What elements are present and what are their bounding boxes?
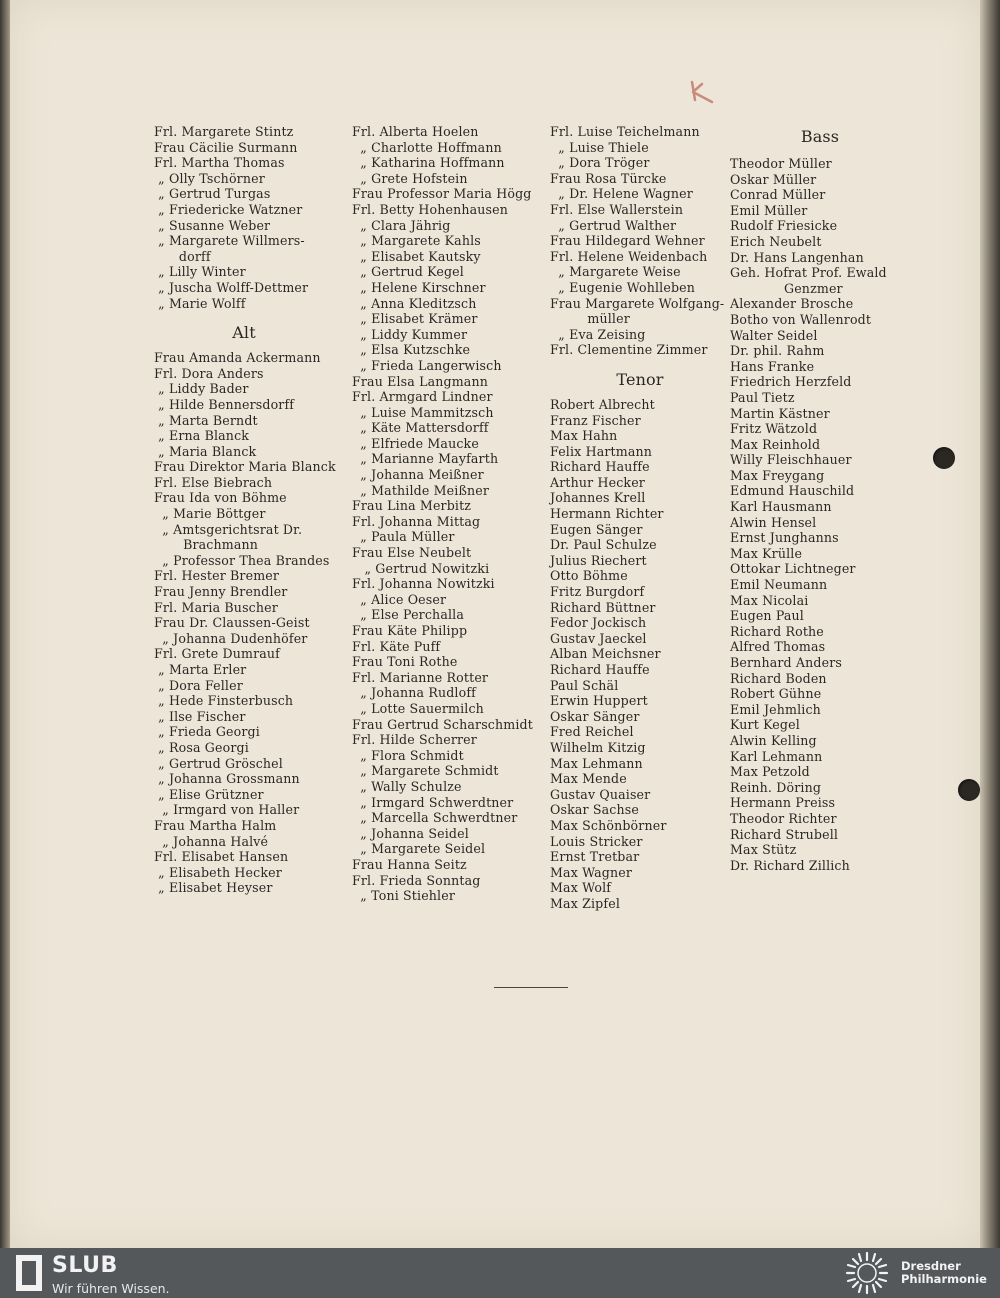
singer-name-entry: „ Elisabet Kautsky xyxy=(352,248,481,264)
singer-name-entry: Frau Hildegard Wehner xyxy=(550,233,705,249)
singer-name-entry: Frau Else Neubelt xyxy=(352,545,472,561)
singer-name-entry: „ Amtsgerichtsrat Dr. xyxy=(154,521,303,537)
singer-name-entry: Hermann Preiss xyxy=(730,795,836,811)
singer-name-entry: Kurt Kegel xyxy=(730,717,800,733)
singer-name-entry: „ Luise Mammitzsch xyxy=(352,404,494,420)
singer-name-entry: „ Wally Schulze xyxy=(352,778,462,794)
singer-name-entry: „ Elisabet Heyser xyxy=(154,880,273,896)
singer-name-entry: Emil Müller xyxy=(730,202,808,218)
singer-name-entry: „ Marie Böttger xyxy=(154,506,266,522)
singer-name-entry: Arthur Hecker xyxy=(550,474,645,490)
singer-name-entry: „ Liddy Bader xyxy=(154,381,249,397)
singer-name-entry: Fred Reichel xyxy=(550,724,634,740)
singer-name-entry: Frau Professor Maria Högg xyxy=(352,186,532,202)
singer-name-entry: Emil Neumann xyxy=(730,577,828,593)
singer-name-entry: Richard Boden xyxy=(730,670,827,686)
singer-name-entry: Ernst Tretbar xyxy=(550,849,640,865)
singer-name-entry: Friedrich Herzfeld xyxy=(730,374,852,390)
singer-name-entry: Theodor Richter xyxy=(730,810,837,826)
singer-name-entry: „ Dora Tröger xyxy=(550,155,650,171)
singer-name-entry: „ Ilse Fischer xyxy=(154,708,246,724)
singer-name-entry: „ Juscha Wolff-Dettmer xyxy=(154,279,309,295)
column-sopran-alt xyxy=(154,124,344,896)
singer-name-entry: Genzmer xyxy=(730,280,843,296)
singer-name-entry: Reinh. Döring xyxy=(730,779,822,795)
singer-name-entry: Julius Riechert xyxy=(550,552,647,568)
singer-name-entry: Frau Jenny Brendler xyxy=(154,584,288,600)
singer-name-entry: Frl. Margarete Stintz xyxy=(154,124,294,139)
singer-name-entry: Frau Elsa Langmann xyxy=(352,373,488,389)
singer-name-entry: Frl. Marianne Rotter xyxy=(352,669,489,685)
singer-name-entry: Richard Büttner xyxy=(550,599,656,615)
singer-name-entry: Frl. Käte Puff xyxy=(352,638,441,654)
singer-name-entry: Frl. Helene Weidenbach xyxy=(550,248,708,264)
singer-name-entry: „ Marianne Mayfarth xyxy=(352,451,499,467)
singer-name-entry: Alexander Brosche xyxy=(730,296,854,312)
singer-name-entry: Frl. Johanna Mittag xyxy=(352,513,481,529)
singer-name-entry: Erwin Huppert xyxy=(550,693,648,709)
singer-name-entry: „ Rosa Georgi xyxy=(154,739,249,755)
singer-name-entry: „ Käte Mattersdorff xyxy=(352,420,489,436)
singer-name-entry: „ Anna Kleditzsch xyxy=(352,295,477,311)
singer-name-entry: Fritz Wätzold xyxy=(730,421,818,437)
singer-name-entry: Max Mende xyxy=(550,771,627,787)
singer-name-entry: Wilhelm Kitzig xyxy=(550,739,646,755)
singer-name-entry: Max Petzold xyxy=(730,764,810,780)
singer-name-entry: Max Wagner xyxy=(550,864,633,880)
singer-name-entry: „ Lilly Winter xyxy=(154,264,246,280)
singer-name-entry: Johannes Krell xyxy=(550,490,646,506)
singer-name-entry: „ Elsa Kutzschke xyxy=(352,342,471,358)
singer-name-entry: Hermann Richter xyxy=(550,506,664,522)
singer-name-entry: „ Frieda Langerwisch xyxy=(352,357,502,373)
singer-name-entry: Max Lehmann xyxy=(550,755,643,771)
singer-name-entry: Emil Jehmlich xyxy=(730,701,821,717)
punch-hole xyxy=(958,779,980,801)
singer-name-entry: Frau Hanna Seitz xyxy=(352,856,467,872)
singer-name-entry: Frl. Hilde Scherrer xyxy=(352,732,477,748)
singer-name-entry: Frl. Grete Dumrauf xyxy=(154,646,280,662)
philharmonie-name xyxy=(901,1260,987,1286)
singer-name-entry: „ Irmgard Schwerdtner xyxy=(352,794,514,810)
singer-name-entry: „ Irmgard von Haller xyxy=(154,802,300,818)
singer-name-entry: „ Gertrud Kegel xyxy=(352,264,464,280)
singer-name-entry: Geh. Hofrat Prof. Ewald xyxy=(730,265,887,281)
singer-name-entry: Brachmann xyxy=(154,537,259,553)
singer-name-entry: „ Eugenie Wohlleben xyxy=(550,279,696,295)
singer-name-entry: „ Margarete Willmers- xyxy=(154,233,305,249)
singer-name-entry: Paul Tietz xyxy=(730,389,795,405)
singer-name-entry: Martin Kästner xyxy=(730,405,830,421)
singer-name-entry: Frau Margarete Wolfgang- xyxy=(550,295,725,311)
singer-name-entry: „ Mathilde Meißner xyxy=(352,482,490,498)
singer-name-entry: „ Gertrud Turgas xyxy=(154,186,271,202)
singer-name-entry: „ Marcella Schwerdtner xyxy=(352,810,518,826)
singer-name-entry: Dr. phil. Rahm xyxy=(730,343,825,359)
singer-name-entry: „ Johanna Halvé xyxy=(154,833,269,849)
singer-name-entry: Walter Seidel xyxy=(730,327,818,343)
singer-name-entry: Dr. Richard Zillich xyxy=(730,857,850,873)
slub-brand-name: SLUB xyxy=(52,1253,118,1278)
singer-name-entry: „ Gertrud Gröschel xyxy=(154,755,283,771)
section-divider xyxy=(494,987,568,988)
singer-name-entry: „ Johanna Dudenhöfer xyxy=(154,630,308,646)
singer-name-entry: Felix Hartmann xyxy=(550,443,653,459)
singer-name-entry: Max Zipfel xyxy=(550,895,620,911)
slub-logo-icon xyxy=(16,1255,42,1291)
singer-name-entry: Max Nicolai xyxy=(730,592,809,608)
singer-name-entry: „ Maria Blanck xyxy=(154,443,257,459)
singer-name-entry: „ Gertrud Nowitzki xyxy=(352,560,490,576)
singer-name-entry: Frau Lina Merbitz xyxy=(352,498,472,514)
singer-name-entry: Botho von Wallenrodt xyxy=(730,311,872,327)
singer-name-entry: Otto Böhme xyxy=(550,568,628,584)
singer-name-entry: Frau Gertrud Scharschmidt xyxy=(352,716,533,732)
singer-name-entry: „ Gertrud Walther xyxy=(550,217,677,233)
singer-name-entry: „ Alice Oeser xyxy=(352,591,447,607)
column-alt-tenor xyxy=(550,124,735,912)
singer-name-entry: Dr. Hans Langenhan xyxy=(730,249,864,265)
singer-name-entry: „ Margarete Kahls xyxy=(352,233,481,249)
voice-section-heading: Alt xyxy=(232,323,256,343)
singer-name-entry: Richard Rothe xyxy=(730,623,824,639)
singer-name-entry: „ Helene Kirschner xyxy=(352,279,486,295)
singer-name-entry: Frau Dr. Claussen-Geist xyxy=(154,615,310,631)
singer-name-entry: „ Johanna Grossmann xyxy=(154,771,300,787)
singer-name-entry: Eugen Sänger xyxy=(550,521,643,537)
singer-name-entry: Edmund Hauschild xyxy=(730,483,855,499)
singer-name-entry: Frl. Alberta Hoelen xyxy=(352,124,479,139)
singer-name-entry: Max Freygang xyxy=(730,467,825,483)
singer-name-entry: „ Toni Stiehler xyxy=(352,888,456,904)
singer-name-entry: Robert Gühne xyxy=(730,686,822,702)
singer-name-entry: Max Krülle xyxy=(730,545,803,561)
singer-name-entry: Frau Direktor Maria Blanck xyxy=(154,459,336,475)
singer-name-entry: „ Margarete Weise xyxy=(550,264,681,280)
singer-name-entry: Erich Neubelt xyxy=(730,233,822,249)
singer-name-entry: Karl Hausmann xyxy=(730,499,832,515)
singer-name-entry: Alfred Thomas xyxy=(730,639,826,655)
singer-name-entry: „ Elise Grützner xyxy=(154,786,264,802)
singer-name-entry: Frl. Clementine Zimmer xyxy=(550,342,708,358)
column-alt-continued xyxy=(352,124,547,904)
singer-name-entry: „ Johanna Seidel xyxy=(352,825,469,841)
column-bass xyxy=(730,124,910,873)
singer-name-entry: Frl. Hester Bremer xyxy=(154,568,280,584)
singer-name-entry: Paul Schäl xyxy=(550,677,619,693)
voice-section-heading: Tenor xyxy=(616,369,664,389)
singer-name-entry: Oskar Sänger xyxy=(550,708,640,724)
singer-name-entry: „ Liddy Kummer xyxy=(352,326,468,342)
singer-name-entry: Conrad Müller xyxy=(730,187,826,203)
singer-name-entry: Richard Hauffe xyxy=(550,662,650,677)
singer-name-entry: „ Marta Erler xyxy=(154,662,247,677)
singer-name-entry: Frl. Else Wallerstein xyxy=(550,201,684,217)
singer-name-entry: „ Hilde Bennersdorff xyxy=(154,396,295,412)
singer-name-entry: Frau Rosa Türcke xyxy=(550,170,667,186)
singer-name-entry: Frl. Betty Hohenhausen xyxy=(352,201,509,217)
singer-name-entry: Robert Albrecht xyxy=(550,396,655,412)
singer-name-entry: müller xyxy=(550,311,630,327)
singer-name-entry: Frl. Luise Teichelmann xyxy=(550,124,700,139)
singer-name-entry: „ Else Perchalla xyxy=(352,607,464,623)
singer-name-entry: „ Professor Thea Brandes xyxy=(154,552,330,568)
singer-name-entry: Oskar Sachse xyxy=(550,802,639,818)
singer-name-entry: Gustav Quaiser xyxy=(550,786,651,802)
philharmonie-name-line2: Philharmonie xyxy=(901,1272,987,1286)
singer-name-entry: „ Paula Müller xyxy=(352,529,455,545)
singer-name-entry: Frl. Elisabet Hansen xyxy=(154,849,289,865)
singer-name-entry: „ Elfriede Maucke xyxy=(352,435,479,451)
singer-name-entry: Frau Ida von Böhme xyxy=(154,490,287,506)
singer-name-entry: „ Margarete Schmidt xyxy=(352,763,499,779)
singer-name-entry: „ Margarete Seidel xyxy=(352,841,486,857)
singer-name-entry: Alban Meichsner xyxy=(550,646,661,662)
singer-name-entry: Karl Lehmann xyxy=(730,748,823,764)
philharmonie-name-line1: Dresdner xyxy=(901,1259,961,1273)
singer-name-entry: Richard Strubell xyxy=(730,826,839,842)
singer-name-entry: Alwin Kelling xyxy=(730,732,817,748)
singer-name-entry: „ Friedericke Watzner xyxy=(154,201,303,217)
singer-name-entry: Gustav Jaeckel xyxy=(550,630,647,646)
singer-name-entry: „ Erna Blanck xyxy=(154,428,250,444)
singer-name-entry: Louis Stricker xyxy=(550,833,643,849)
singer-name-entry: „ Dr. Helene Wagner xyxy=(550,186,693,202)
singer-name-entry: Max Reinhold xyxy=(730,436,821,452)
singer-name-entry: Fedor Jockisch xyxy=(550,615,647,631)
pencil-mark-icon xyxy=(686,78,720,112)
singer-name-entry: Frau Toni Rothe xyxy=(352,654,458,670)
singer-name-entry: Max Hahn xyxy=(550,428,618,444)
singer-name-entry: Ottokar Lichtneger xyxy=(730,561,856,577)
philharmonie-logo-icon xyxy=(842,1249,892,1297)
singer-name-entry: Frl. Dora Anders xyxy=(154,365,264,381)
singer-name-entry: Frau Käte Philipp xyxy=(352,623,468,638)
singer-name-entry: Frau Martha Halm xyxy=(154,817,277,833)
singer-name-entry: „ Marie Wolff xyxy=(154,295,246,311)
singer-name-entry: Dr. Paul Schulze xyxy=(550,537,657,553)
singer-name-entry: Oskar Müller xyxy=(730,171,817,187)
singer-name-entry: Rudolf Friesicke xyxy=(730,218,838,234)
punch-hole xyxy=(933,447,955,469)
singer-name-entry: „ Eva Zeising xyxy=(550,326,646,342)
singer-name-entry: Max Wolf xyxy=(550,880,612,896)
singer-name-entry: Max Stütz xyxy=(730,842,797,858)
singer-name-entry: „ Grete Hofstein xyxy=(352,170,468,186)
singer-name-entry: „ Susanne Weber xyxy=(154,217,271,233)
singer-name-entry: Frau Amanda Ackermann xyxy=(154,350,321,366)
slub-tagline: Wir führen Wissen. xyxy=(52,1281,170,1296)
singer-name-entry: „ Luise Thiele xyxy=(550,139,649,155)
singer-name-entry: Richard Hauffe xyxy=(550,459,650,475)
singer-name-entry: „ Hede Finsterbusch xyxy=(154,693,294,709)
singer-name-entry: Hans Franke xyxy=(730,358,815,374)
singer-name-entry: Theodor Müller xyxy=(730,156,832,171)
singer-name-entry: „ Flora Schmidt xyxy=(352,747,464,763)
singer-name-entry: dorff xyxy=(154,248,211,264)
singer-name-entry: Frl. Armgard Lindner xyxy=(352,389,493,405)
page-right-edge xyxy=(980,0,1000,1248)
singer-name-entry: Fritz Burgdorf xyxy=(550,584,645,600)
singer-name-entry: „ Johanna Meißner xyxy=(352,467,484,483)
singer-name-entry: Frl. Martha Thomas xyxy=(154,155,285,171)
singer-name-entry: Alwin Hensel xyxy=(730,514,817,530)
voice-section-heading: Bass xyxy=(800,127,840,146)
singer-name-entry: „ Marta Berndt xyxy=(154,412,258,428)
singer-name-entry: Frau Cäcilie Surmann xyxy=(154,139,298,155)
singer-name-entry: Frl. Else Biebrach xyxy=(154,474,273,490)
singer-name-entry: „ Katharina Hoffmann xyxy=(352,155,505,171)
singer-name-entry: „ Olly Tschörner xyxy=(154,170,265,186)
singer-name-entry: „ Dora Feller xyxy=(154,677,243,693)
singer-name-entry: Eugen Paul xyxy=(730,608,804,624)
singer-name-entry: Franz Fischer xyxy=(550,412,641,428)
singer-name-entry: Frl. Johanna Nowitzki xyxy=(352,576,495,592)
singer-name-entry: Frl. Maria Buscher xyxy=(154,599,278,615)
singer-name-entry: Willy Fleischhauer xyxy=(730,452,852,468)
singer-name-entry: Frl. Frieda Sonntag xyxy=(352,872,481,888)
singer-name-entry: „ Charlotte Hoffmann xyxy=(352,139,502,155)
singer-name-entry: „ Lotte Sauermilch xyxy=(352,700,484,716)
singer-name-entry: „ Elisabeth Hecker xyxy=(154,864,282,880)
singer-name-entry: Bernhard Anders xyxy=(730,655,842,670)
singer-name-entry: „ Clara Jährig xyxy=(352,217,451,233)
singer-name-entry: Max Schönbörner xyxy=(550,817,667,833)
singer-name-entry: „ Elisabet Krämer xyxy=(352,311,478,327)
singer-name-entry: „ Frieda Georgi xyxy=(154,724,260,740)
singer-name-entry: Ernst Junghanns xyxy=(730,530,839,546)
singer-name-entry: „ Johanna Rudloff xyxy=(352,685,476,701)
